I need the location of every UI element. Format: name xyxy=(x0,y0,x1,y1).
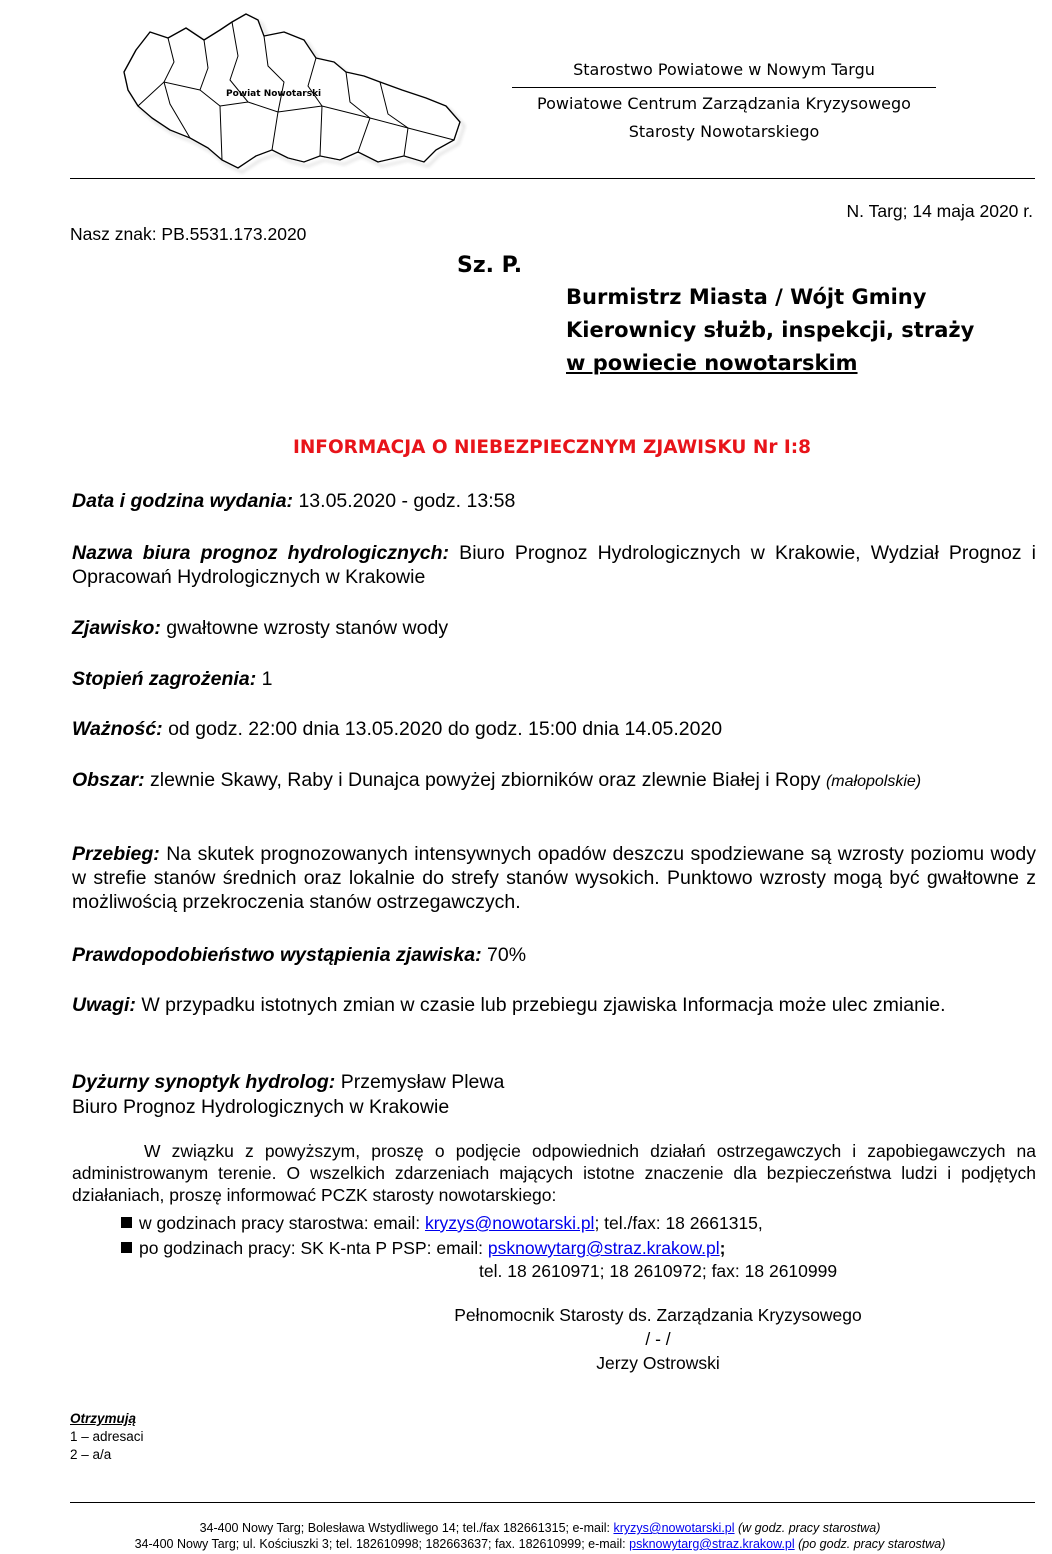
field-course xyxy=(72,842,1036,914)
footer-rule xyxy=(70,1502,1035,1503)
addressee-line-3: w powiecie nowotarskim xyxy=(566,351,858,375)
field-office xyxy=(72,541,1036,589)
field-remarks xyxy=(72,993,1036,1017)
recipients-heading: Otrzymują xyxy=(70,1411,137,1426)
remarks-label: Uwagi: xyxy=(72,994,136,1016)
header-divider xyxy=(512,87,936,88)
footer-email-kryzys[interactable]: kryzys@nowotarski.pl xyxy=(613,1521,735,1535)
signatory-name: Jerzy Ostrowski xyxy=(596,1353,720,1373)
bullet-1-text: w godzinach pracy starostwa: email: xyxy=(139,1213,425,1233)
bullet-2-text: po godzinach pracy: SK K-nta P PSP: email: xyxy=(139,1238,488,1258)
email-link-psk[interactable]: psknowytarg@straz.krakow.pl xyxy=(487,1238,720,1258)
issued-value: 13.05.2020 - godz. 13:58 xyxy=(293,490,516,512)
signatory-role: Pełnomocnik Starosty ds. Zarządzania Kryzysowego xyxy=(454,1305,862,1325)
contact-bullet-office-hours xyxy=(121,1212,763,1234)
footer-2-text: 34-400 Nowy Targ; ul. Kościuszki 3; tel. 182610998; 182663637; fax. 182610999; e-mail: xyxy=(134,1537,630,1551)
area-value: zlewnie Skawy, Raby i Dunajca powyżej zbiorników oraz zlewnie Białej i Ropy xyxy=(144,769,826,791)
area-note: (małopolskie) xyxy=(825,773,922,790)
area-label: Obszar: xyxy=(72,769,145,791)
bullet-2-tail: ; xyxy=(719,1238,726,1258)
contact-bullet-after-hours xyxy=(121,1237,725,1259)
validity-value: od godz. 22:00 dnia 13.05.2020 do godz. 15:00 dnia 14.05.2020 xyxy=(162,718,723,740)
office-value: Biuro Prognoz Hydrologicznych w Krakowie, Wydział Prognoz i Opracowań Hydrologicznych w Krakowie xyxy=(72,542,1036,588)
phenomenon-label: Zjawisko: xyxy=(72,617,161,639)
map-label: Powiat Nowotarski xyxy=(226,89,322,99)
footer-line-1 xyxy=(60,1520,1020,1536)
email-link-kryzys[interactable]: kryzys@nowotarski.pl xyxy=(424,1213,595,1233)
recipient-2: 2 – a/a xyxy=(70,1447,112,1462)
field-probability xyxy=(72,943,1036,967)
notice-paragraph: W związku z powyższym, proszę o podjęcie odpowiednich działań ostrzegawczych i zapobiegawczych na administrowanym terenie. O wszelkich zdarzeniach mających istotne znaczenie dla bezpieczeństwa ludzi i podjętych działaniach, proszę informować PCZK starosty nowotarskiego: xyxy=(72,1141,1036,1205)
probability-label: Prawdopodobieństwo wystąpienia zjawiska: xyxy=(72,944,482,966)
duty-value: Przemysław Plewa xyxy=(335,1071,505,1093)
remarks-value: W przypadku istotnych zmian w czasie lub przebiegu zjawiska Informacja może ulec zmianie. xyxy=(135,994,946,1016)
level-label: Stopień zagrożenia: xyxy=(72,668,257,690)
field-phenomenon xyxy=(72,616,1036,640)
bullet-square-icon xyxy=(121,1242,132,1253)
office-label: Nazwa biura prognoz hydrologicznych: xyxy=(72,542,450,564)
field-validity xyxy=(72,717,1036,741)
bullet-square-icon xyxy=(121,1217,132,1228)
document-date: N. Targ; 14 maja 2020 r. xyxy=(846,201,1033,221)
level-value: 1 xyxy=(256,668,273,690)
footer-email-psk[interactable]: psknowytarg@straz.krakow.pl xyxy=(629,1537,795,1551)
phenomenon-value: gwałtowne wzrosty stanów wody xyxy=(160,617,449,639)
signature-mark: / - / xyxy=(645,1329,671,1349)
header-centre: Powiatowe Centrum Zarządzania Kryzysowego xyxy=(537,94,911,113)
field-level xyxy=(72,667,1036,691)
footer-1-text: 34-400 Nowy Targ; Bolesława Wstydliwego 14; tel./fax 182661315; e-mail: xyxy=(199,1521,614,1535)
addressee-line-1: Burmistrz Miasta / Wójt Gminy xyxy=(566,285,927,309)
document-title: INFORMACJA O NIEBEZPIECZNYM ZJAWISKU Nr I:8 xyxy=(292,437,812,458)
field-area xyxy=(72,768,1036,794)
field-issued xyxy=(72,489,1036,513)
course-label: Przebieg: xyxy=(72,843,160,865)
footer-line-2 xyxy=(60,1536,1020,1552)
bullet-1-tail: ; tel./fax: 18 2661315, xyxy=(594,1213,763,1233)
field-duty xyxy=(72,1070,1036,1094)
county-map-logo xyxy=(108,10,468,178)
header-institution: Starostwo Powiatowe w Nowym Targu xyxy=(573,60,875,79)
header-starosta: Starosty Nowotarskiego xyxy=(628,122,820,141)
probability-value: 70% xyxy=(481,944,527,966)
contact-phones: tel. 18 2610971; 18 2610972; fax: 18 2610999 xyxy=(479,1261,838,1281)
header-rule xyxy=(70,178,1035,179)
addressee-line-2: Kierownicy służb, inspekcji, straży xyxy=(566,318,975,342)
recipient-1: 1 – adresaci xyxy=(70,1429,144,1444)
reference-number: Nasz znak: PB.5531.173.2020 xyxy=(70,224,307,244)
issued-label: Data i godzina wydania: xyxy=(72,490,294,512)
footer-1-note: (w godz. pracy starostwa) xyxy=(734,1521,881,1535)
validity-label: Ważność: xyxy=(72,718,163,740)
salutation: Sz. P. xyxy=(457,253,523,278)
course-value: Na skutek prognozowanych intensywnych opadów deszczu spodziewane są wzrosty poziomu wody w strefie stanów średnich oraz lokalnie do strefy stanów wysokich. Punktowo wzrosty mogą być gwałtowne z możliwością przekroczenia stanów ostrzegawczych. xyxy=(72,843,1036,913)
duty-label: Dyżurny synoptyk hydrolog: xyxy=(72,1071,336,1093)
duty-office: Biuro Prognoz Hydrologicznych w Krakowie xyxy=(72,1096,450,1118)
footer-2-note: (po godz. pracy starostwa) xyxy=(794,1537,946,1551)
